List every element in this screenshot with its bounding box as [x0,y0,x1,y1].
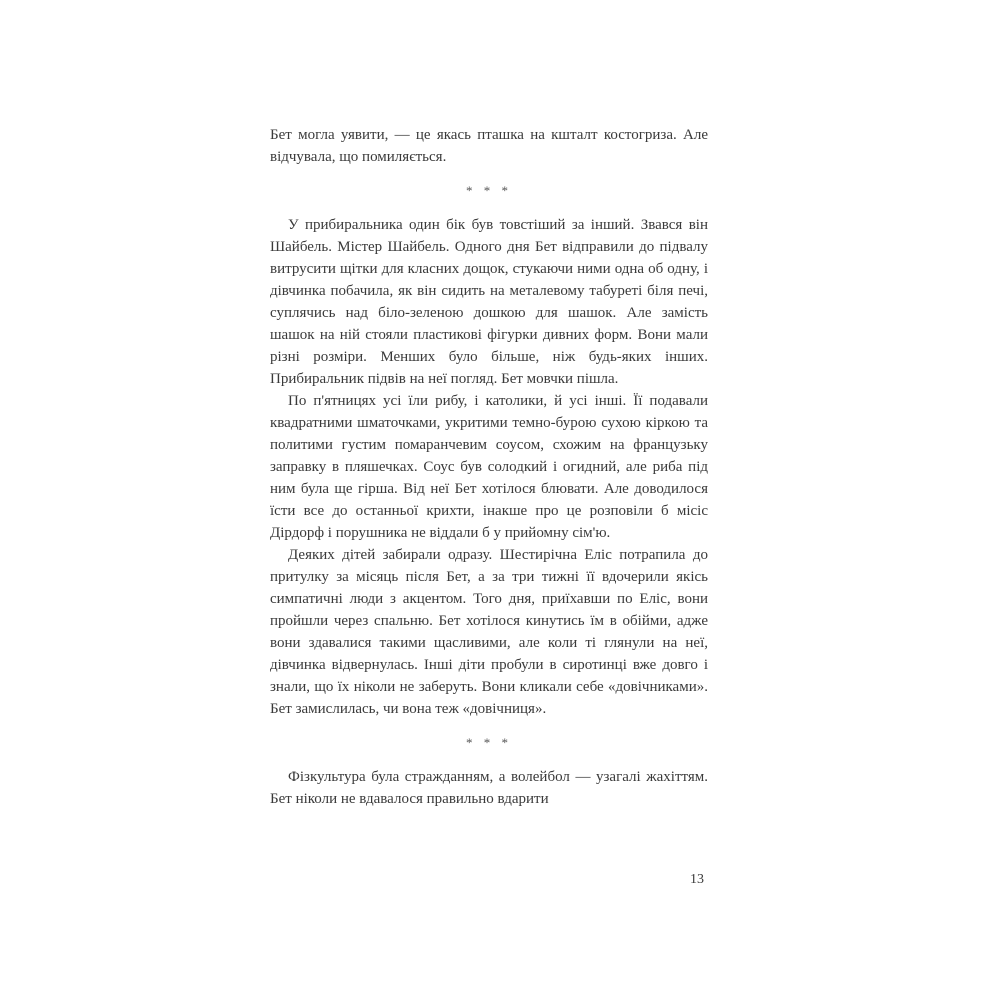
section-separator-2: * * * [466,735,512,750]
section-separator-1: * * * [466,183,512,198]
page-number: 13 [690,872,704,887]
paragraph-fridays: По п'ятницях усі їли рибу, і католики, й усі інші. Її подавали квадратними шматочками, укритими темно-бурою сухою кіркою та политими густим помаранчевим соусом, схожим на французьку заправку в пляшечках. Соус був солодкий і огидний, але риба під ним була ще гірша. Від неї Бет хотілося блювати. Але доводилося їсти все до останньої крихти, інакше про це розповіли б місіс Дірдорф і порушника не віддали б у прийомну сім'ю. [270,393,708,541]
paragraph-adoptions: Деяких дітей забирали одразу. Шестирічна Еліс потрапила до притулку за місяць після Бет, а за три тижні її вдочерили якісь симпатичні люди з акцентом. Того дня, приїхавши по Еліс, вони пройшли через спальню. Бет хотілося кинутись їм в обійми, адже вони здавалися такими щасливими, але коли ті глянули на неї, дівчинка відвернулась. Інші діти пробули в сиротинці вже довго і знали, що їх ніколи не заберуть. Вони кликали себе «довічниками». Бет замислилась, чи вона теж «довічниця». [270,547,708,717]
opening-paragraph: Бет могла уявити, — це якась пташка на кшталт костогриза. Але відчувала, що помиляється. [270,127,708,165]
page-text [270,124,708,810]
paragraph-janitor: У прибиральника один бік був товстіший за інший. Звався він Шайбель. Містер Шайбель. Одного дня Бет відправили до підвалу витрусити щітки для класних дощок, стукаючи ними одна об одну, і дівчинка побачила, як він сидить на металевому табуреті біля печі, суплячись над біло-зеленою дошкою для шашок. Але замість шашок на ній стояли пластикові фігурки дивних форм. Вони мали різні розміри. Менших було більше, ніж будь-яких інших. Прибиральник підвів на неї погляд. Бет мовчки пішла. [270,217,708,387]
book-page [270,124,708,904]
paragraph-phys-ed: Фізкультура була стражданням, а волейбол — узагалі жахіттям. Бет ніколи не вдавалося правильно вдарити [270,769,708,807]
